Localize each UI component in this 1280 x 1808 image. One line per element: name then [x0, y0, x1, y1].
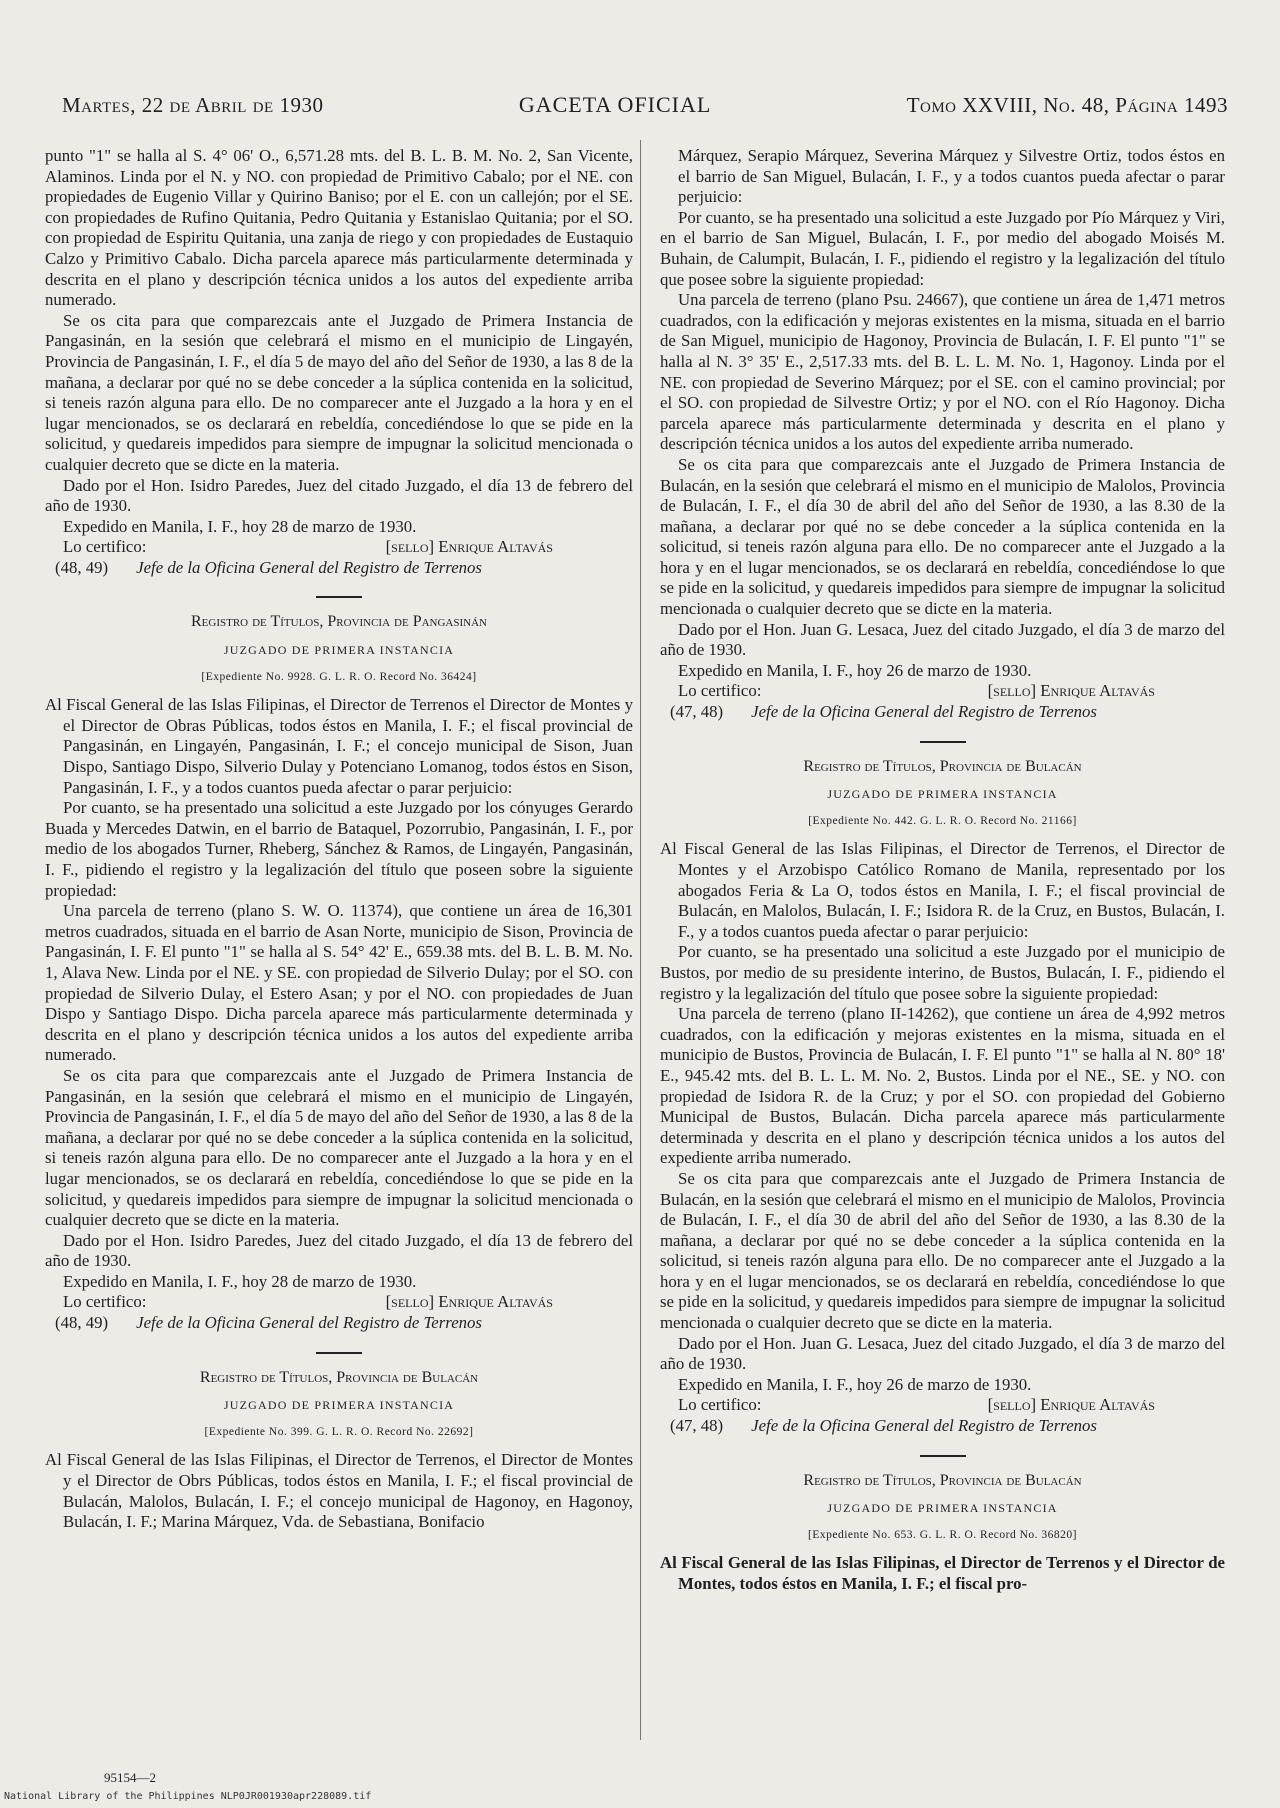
paragraph: Por cuanto, se ha presentado una solicitud a este Juzgado por el municipio de Bustos, por medio de su presidente interino, de Bustos, Bulacán, I. F., pidiendo el registro y la legalización del título que posee sobre la siguiente propiedad:	[660, 942, 1225, 1003]
signer-title: Jefe de la Oficina General del Registro de Terrenos	[136, 1313, 482, 1333]
signer-title: Jefe de la Oficina General del Registro de Terrenos	[751, 702, 1097, 722]
section-heading: Registro de Títulos, Provincia de Bulacán	[803, 757, 1082, 775]
paragraph: Una parcela de terreno (plano S. W. O. 11374), que contiene un área de 16,301 metros cuadrados, situada en el barrio de Asan Norte, municipio de Sison, Provincia de Pangasinán, I. F. El punto "1" se halla al S. 54° 42' E., 659.38 mts. del B. L. B. M. No. 1, Alava New. Linda por el NE. y SE. con propiedad de Silverio Dulay; por el SO. con propiedad de Silverio Dulay, el Estero Asan; y por el NO. con propiedades de Juan Dispo y Santiago Dispo. Dicha parcela aparece más particularmente determinada y descrita en el plano y descripción técnica unidos a los autos del expediente arriba numerado.	[45, 901, 633, 1065]
paragraph: Al Fiscal General de las Islas Filipinas, el Director de Terrenos el Director de Montes y el Director de Obras Públicas, todos éstos en Manila, I. F.; el fiscal provincial de Pangasinán, en Lingayén, Pangasinán, I. F.; el concejo municipal de Sison, Juan Dispo, Santiago Dispo, Silverio Dulay y Potenciano Lomanog, todos éstos en Sison, Pangasinán, I. F., y a todos cuantos pueda afectar o parar perjuicio:	[45, 695, 633, 797]
seal-signature: [sello] Enrique Altavás	[385, 537, 553, 557]
page-header	[62, 92, 1228, 126]
signature-block	[660, 1416, 1225, 1437]
certification-line	[660, 1395, 1225, 1416]
section-heading: Registro de Títulos, Provincia de Bulacán	[199, 1368, 479, 1386]
issue-date: Expedido en Manila, I. F., hoy 28 de marzo de 1930.	[63, 516, 417, 536]
paragraph: Por cuanto, se ha presentado una solicitud a este Juzgado por Pío Márquez y Viri, en el barrio de San Miguel, Bulacán, I. F., por medio del abogado Moisés M. Buhain, de Calumpit, Bulacán, I. F., pidiendo el registro y la legalización del título que posee sobre la siguiente propiedad:	[660, 207, 1225, 289]
paragraph: Se os cita para que comparezcais ante el Juzgado de Primera Instancia de Bulacán, en la sesión que celebrará el mismo en el municipio de Malolos, Provincia de Bulacán, I. F., el día 30 de abril del año del Señor de 1930, a las 8.30 de la mañana, a declarar por qué no se debe conceder a la súplica contenida en la solicitud, si teneis razón alguna para ello. De no comparecer ante el Juzgado a la hora y en el lugar mencionados, se os declarará en rebeldía, concediéndose lo que se pide en la solicitud, y quedareis impedidos para siempre de impugnar la solicitud mencionada o cualquier decreto que se dicte en la materia.	[660, 1168, 1225, 1333]
column-divider	[640, 140, 641, 1740]
paragraph: Dado por el Hon. Juan G. Lesaca, Juez del citado Juzgado, el día 3 de marzo del año de 1930.	[660, 1333, 1225, 1374]
court-heading: JUZGADO DE PRIMERA INSTANCIA	[827, 787, 1058, 802]
header-date: Martes, 22 de Abril de 1930	[62, 93, 324, 117]
paragraph: Una parcela de terreno (plano II-14262), que contiene un área de 4,992 metros cuadrados, con la edificación y mejoras existentes en la misma, situada en el municipio de Bustos, Provincia de Bulacán, I. F. El punto "1" se halla al N. 80° 18' E., 945.42 mts. del B. L. L. M. No. 2, Bustos. Linda por el NE., SE. y NO. con propiedad de Isidora R. de la Cruz; y por el SO. con propiedad del Gobierno Municipal de Bustos, Bulacán. Dicha parcela aparece más particularmente determinada y descrita en el plano y descripción técnica unidos a los autos del expediente arriba numerado.	[660, 1004, 1225, 1168]
certify-label: Lo certifico:	[63, 1292, 147, 1312]
signer-title: Jefe de la Oficina General del Registro de Terrenos	[751, 1416, 1097, 1436]
certification-line	[660, 681, 1225, 702]
paragraph: Por cuanto, se ha presentado una solicitud a este Juzgado por los cónyuges Gerardo Buada y Mercedes Datwin, en el barrio de Bataquel, Pozorrubio, Pangasinán, I. F., por medio de los abogados Turner, Rheberg, Sánchez & Ramos, de Lingayén, Pangasinán, I. F., pidiendo el registro y la legalización del título que poseen sobre la siguiente propiedad:	[45, 798, 633, 900]
scan-footer: National Library of the Philippines NLP0JR001930apr228089.tif	[4, 1791, 372, 1802]
certify-label: Lo certifico:	[678, 681, 762, 701]
section-separator	[920, 741, 966, 743]
signer-title: Jefe de la Oficina General del Registro de Terrenos	[136, 557, 482, 577]
paragraph: Dado por el Hon. Isidro Paredes, Juez del citado Juzgado, el día 13 de febrero del año de 1930.	[45, 1230, 633, 1271]
section-heading: Registro de Títulos, Provincia de Pangasinán	[191, 613, 487, 631]
certification-line	[45, 1292, 633, 1313]
case-reference: [Expediente No. 399. G. L. R. O. Record No. 22692]	[204, 1425, 474, 1438]
certify-label: Lo certifico:	[63, 537, 147, 557]
issue-date: Expedido en Manila, I. F., hoy 26 de marzo de 1930.	[678, 660, 1032, 680]
header-volume: Tomo XXVIII, No. 48, Página 1493	[906, 93, 1228, 117]
seal-signature: [sello] Enrique Altavás	[987, 681, 1155, 701]
header-title: GACETA OFICIAL	[518, 92, 712, 117]
case-reference: [Expediente No. 9928. G. L. R. O. Record No. 36424]	[201, 670, 477, 683]
court-heading: JUZGADO DE PRIMERA INSTANCIA	[223, 643, 455, 658]
paragraph: Al Fiscal General de las Islas Filipinas, el Director de Terrenos y el Director de Montes, todos éstos en Manila, I. F.; el fiscal pro-	[660, 1553, 1225, 1593]
certify-label: Lo certifico:	[678, 1395, 762, 1415]
paragraph: Márquez, Serapio Márquez, Severina Márquez y Silvestre Ortiz, todos éstos en el barrio de San Miguel, Bulacán, I. F., y a todos cuantos pueda afectar o parar perjuicio:	[678, 146, 1225, 207]
paragraph: Dado por el Hon. Isidro Paredes, Juez del citado Juzgado, el día 13 de febrero del año de 1930.	[45, 475, 633, 516]
seal-signature: [sello] Enrique Altavás	[385, 1292, 553, 1312]
case-reference: [Expediente No. 653. G. L. R. O. Record No. 36820]	[807, 1528, 1077, 1541]
paragraph: punto "1" se halla al S. 4° 06' O., 6,571.28 mts. del B. L. B. M. No. 2, San Vicente, Alaminos. Linda por el N. y NO. con propiedad de Primitivo Cabalo; por el NE. con propiedades de Eugenio Villar y Quirino Baniso; por el E. con un callejón; por el SE. con propiedades de Rufino Quitania, Pedro Quitania y Estanislao Quitania; por el SO. con propiedad de Espiritu Quitania, una zanja de riego y con propiedades de Eustaquio Calzo y Primitivo Cabalo. Dicha parcela aparece más particularmente determinada y descrita en el plano y descripción técnica unidos a los autos del expediente arriba numerado.	[45, 146, 633, 310]
signature-block	[45, 1313, 633, 1334]
issue-numbers: (48, 49)	[55, 557, 109, 577]
left-column	[45, 146, 633, 1533]
seal-signature: [sello] Enrique Altavás	[987, 1395, 1155, 1415]
court-heading: JUZGADO DE PRIMERA INSTANCIA	[223, 1398, 455, 1413]
paragraph: Dado por el Hon. Juan G. Lesaca, Juez del citado Juzgado, el día 3 de marzo del año de 1930.	[660, 619, 1225, 660]
issue-numbers: (48, 49)	[55, 1313, 109, 1333]
issue-numbers: (47, 48)	[670, 1416, 724, 1436]
paragraph: Se os cita para que comparezcais ante el Juzgado de Primera Instancia de Pangasinán, en la sesión que celebrará el mismo en el municipio de Lingayén, Provincia de Pangasinán, I. F., el día 5 de mayo del año del Señor de 1930, a las 8 de la mañana, a declarar por qué no se debe conceder a la súplica contenida en la solicitud, si teneis razón alguna para ello. De no comparecer ante el Juzgado a la hora y en el lugar mencionados, se os declarará en rebeldía, concediéndose lo que se pide en la solicitud, y quedareis impedidos para siempre de impugnar la solicitud mencionada o cualquier decreto que se dicte en la materia.	[45, 1065, 633, 1230]
paragraph: Al Fiscal General de las Islas Filipinas, el Director de Terrenos, el Director de Montes y el Arzobispo Católico Romano de Manila, representado por los abogados Feria & La O, todos éstos en Manila, I. F.; el fiscal provincial de Bulacán, en Malolos, Bulacán, I. F.; Isidora R. de la Cruz, en Bustos, Bulacán, I. F., y a todos cuantos pueda afectar o parar perjuicio:	[660, 839, 1225, 941]
page-signature-mark: 95154—2	[104, 1770, 156, 1785]
signature-block	[660, 702, 1225, 723]
case-reference: [Expediente No. 442. G. L. R. O. Record No. 21166]	[808, 814, 1077, 827]
issue-numbers: (47, 48)	[670, 702, 724, 722]
section-separator	[316, 596, 362, 598]
section-separator	[316, 1352, 362, 1354]
certification-line	[45, 537, 633, 558]
paragraph: Se os cita para que comparezcais ante el Juzgado de Primera Instancia de Pangasinán, en la sesión que celebrará el mismo en el municipio de Lingayén, Provincia de Pangasinán, I. F., el día 5 de mayo del año del Señor de 1930, a las 8 de la mañana, a declarar por qué no se debe conceder a la súplica contenida en la solicitud, si teneis razón alguna para ello. De no comparecer ante el Juzgado a la hora y en el lugar mencionados, se os declarará en rebeldía, concediéndose lo que se pide en la solicitud, y quedareis impedidos para siempre de impugnar la solicitud mencionada o cualquier decreto que se dicte en la materia.	[45, 310, 633, 474]
right-column	[660, 146, 1225, 1595]
issue-date: Expedido en Manila, I. F., hoy 28 de marzo de 1930.	[63, 1271, 417, 1291]
signature-block	[45, 558, 633, 579]
section-heading: Registro de Títulos, Provincia de Bulacán	[803, 1471, 1082, 1489]
issue-date: Expedido en Manila, I. F., hoy 26 de marzo de 1930.	[678, 1374, 1032, 1394]
paragraph: Una parcela de terreno (plano Psu. 24667), que contiene un área de 1,471 metros cuadrados, con la edificación y mejoras existentes en la misma, situada en el barrio de San Miguel, municipio de Hagonoy, Provincia de Bulacán, I. F. El punto "1" se halla al N. 3° 35' E., 2,517.33 mts. del B. L. L. M. No. 1, Hagonoy. Linda por el NE. con propiedad de Severino Márquez; por el SE. con el camino provincial; por el SO. con propiedad de Silvestre Ortiz; y por el NO. con el Río Hagonoy. Dicha parcela aparece más particularmente determinada y descrita en el plano y descripción técnica unidos a los autos del expediente arriba numerado.	[660, 290, 1225, 454]
paragraph: Al Fiscal General de las Islas Filipinas, el Director de Terrenos, el Director de Montes y el Director de Obrs Públicas, todos éstos en Manila, I. F.; el fiscal provincial de Bulacán, Malolos, Bulacán, I. F.; el concejo municipal de Hagonoy, en Hagonoy, Bulacán, I. F.; Marina Márquez, Vda. de Sebastiana, Bonifacio	[45, 1450, 633, 1532]
paragraph: Se os cita para que comparezcais ante el Juzgado de Primera Instancia de Bulacán, en la sesión que celebrará el mismo en el municipio de Malolos, Provincia de Bulacán, I. F., el día 30 de abril del año del Señor de 1930, a las 8.30 de la mañana, a declarar por qué no se debe conceder a la súplica contenida en la solicitud, si teneis razón alguna para ello. De no comparecer ante el Juzgado a la hora y en el lugar mencionados, se os declarará en rebeldía, concediéndose lo que se pide en la solicitud, y quedareis impedidos para siempre de impugnar la solicitud mencionada o cualquier decreto que se dicte en la materia.	[660, 454, 1225, 619]
court-heading: JUZGADO DE PRIMERA INSTANCIA	[827, 1501, 1058, 1516]
section-separator	[920, 1455, 966, 1457]
